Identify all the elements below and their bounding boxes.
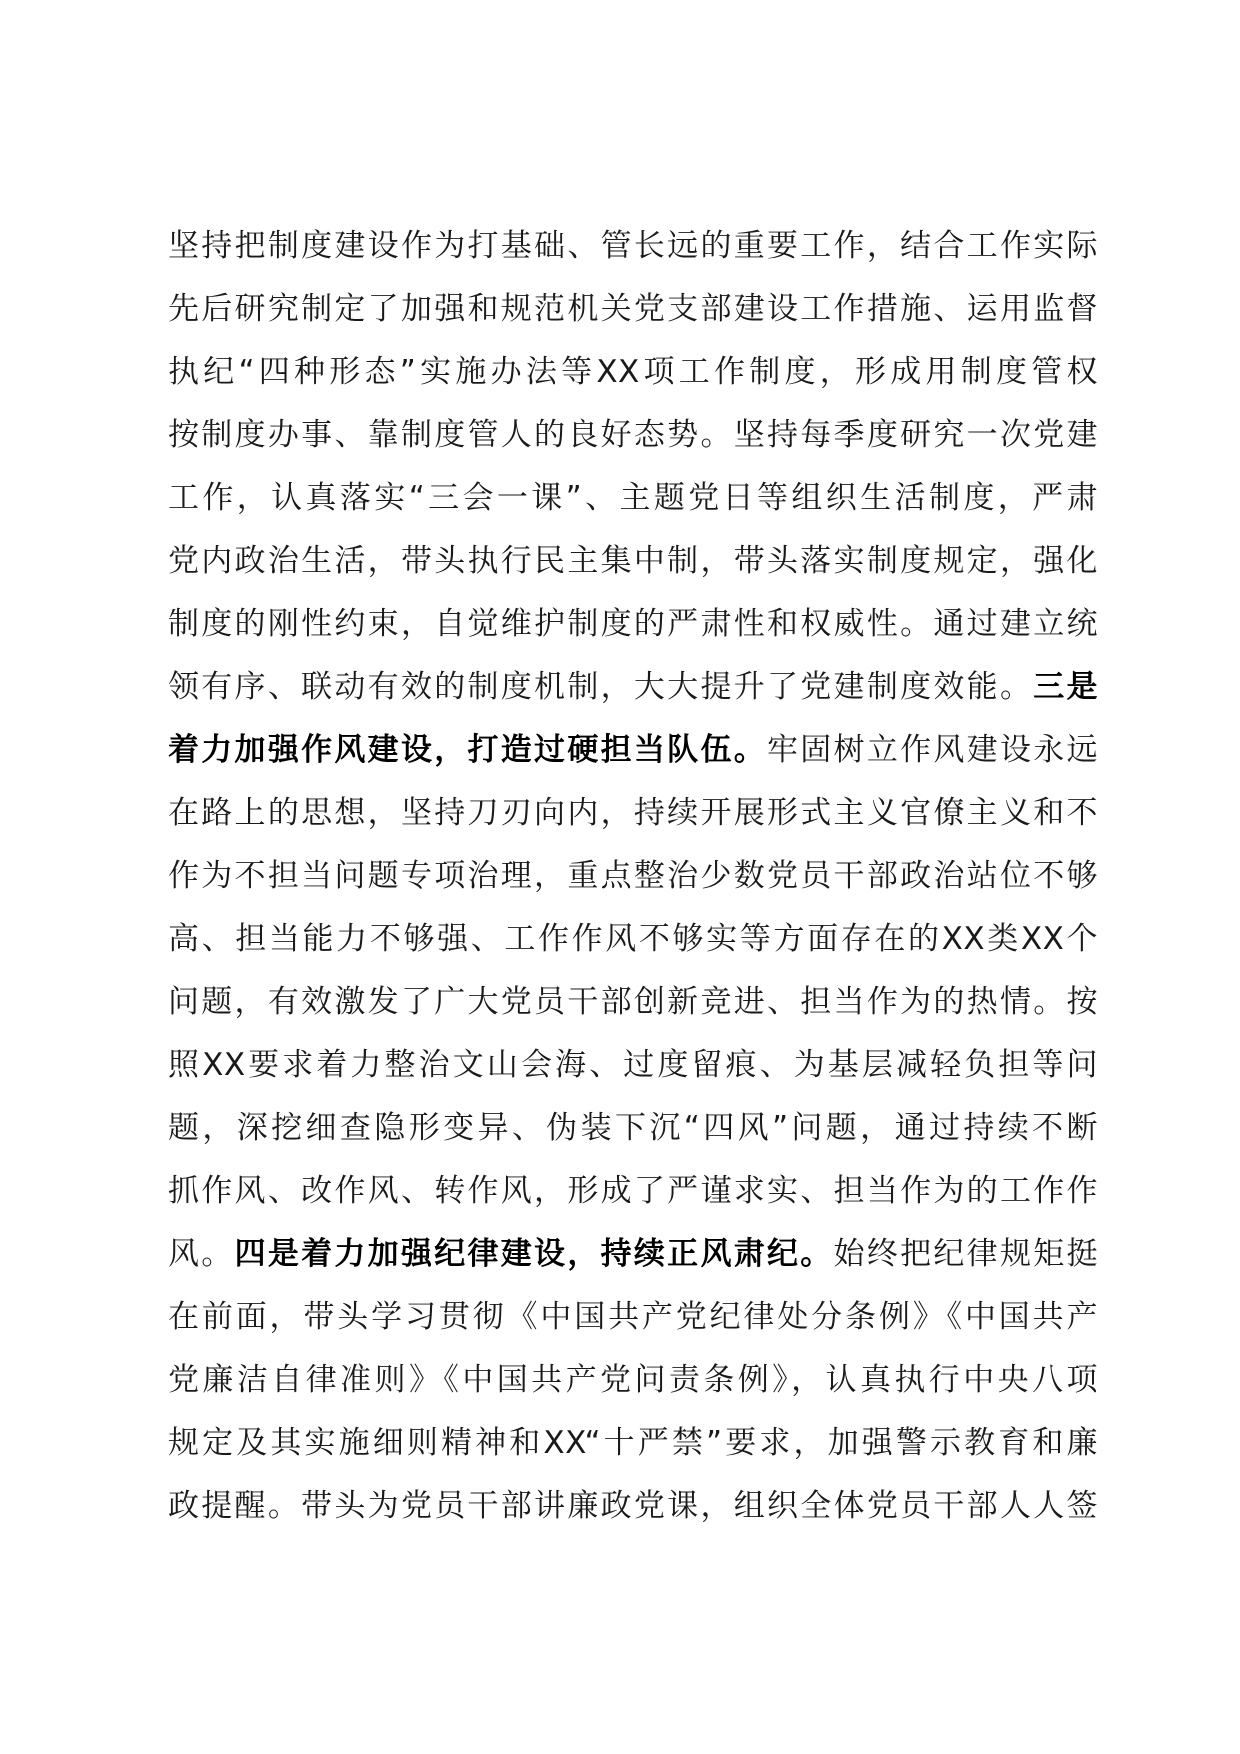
text-line <box>168 593 1098 656</box>
body-text-run: 坚持把制度建设作为打基础、管长远的重要工作，结合工作实际 <box>168 228 1098 264</box>
text-line <box>168 215 1098 278</box>
body-text-run: 高、担当能力不够强、工作作风不够实等方面存在的XX类XX个 <box>168 921 1098 957</box>
text-line <box>168 1286 1098 1349</box>
text-line <box>168 530 1098 593</box>
text-line <box>168 908 1098 971</box>
body-text-run: 规定及其实施细则精神和XX“十严禁”要求，加强警示教育和廉 <box>168 1425 1098 1461</box>
body-text-run: 党内政治生活，带头执行民主集中制，带头落实制度规定，强化 <box>168 543 1098 579</box>
bold-heading-text: 着力加强作风建设，打造过硬担当队伍。 <box>168 732 767 768</box>
text-line <box>168 656 1098 719</box>
text-line <box>168 719 1098 782</box>
body-text-run: 先后研究制定了加强和规范机关党支部建设工作措施、运用监督 <box>168 291 1098 327</box>
body-text-run: 制度的刚性约束，自觉维护制度的严肃性和权威性。通过建立统 <box>168 606 1098 642</box>
bold-heading-text: 三是 <box>1033 669 1098 705</box>
body-text-run: 问题，有效激发了广大党员干部创新竞进、担当作为的热情。按 <box>168 984 1098 1020</box>
body-text-run: 在路上的思想，坚持刀刃向内，持续开展形式主义官僚主义和不 <box>168 795 1098 831</box>
body-text-run: 始终把纪律规矩挺 <box>833 1236 1098 1272</box>
text-line <box>168 467 1098 530</box>
text-line <box>168 971 1098 1034</box>
text-line <box>168 1412 1098 1475</box>
text-line <box>168 341 1098 404</box>
bold-heading-text: 四是着力加强纪律建设，持续正风肃纪。 <box>234 1236 834 1272</box>
body-text-run: 牢固树立作风建设永远 <box>767 732 1098 768</box>
body-text-run: 在前面，带头学习贯彻《中国共产党纪律处分条例》《中国共产 <box>168 1299 1098 1335</box>
body-text-run: 执纪“四种形态”实施办法等XX项工作制度，形成用制度管权 <box>168 354 1098 390</box>
body-text-run: 按制度办事、靠制度管人的良好态势。坚持每季度研究一次党建 <box>168 417 1098 453</box>
body-text-run: 政提醒。带头为党员干部讲廉政党课，组织全体党员干部人人签 <box>168 1488 1098 1524</box>
text-line <box>168 782 1098 845</box>
text-line <box>168 1034 1098 1097</box>
text-line <box>168 1349 1098 1412</box>
text-line <box>168 278 1098 341</box>
text-line <box>168 1160 1098 1223</box>
body-text-run: 作为不担当问题专项治理，重点整治少数党员干部政治站位不够 <box>168 858 1098 894</box>
body-text-run: 抓作风、改作风、转作风，形成了严谨求实、担当作为的工作作 <box>168 1173 1098 1209</box>
body-text-run: 工作，认真落实“三会一课”、主题党日等组织生活制度，严肃 <box>168 480 1098 516</box>
body-paragraph <box>168 215 1098 1538</box>
text-line <box>168 1223 1098 1286</box>
text-line <box>168 1475 1098 1538</box>
body-text-run: 领有序、联动有效的制度机制，大大提升了党建制度效能。 <box>168 669 1034 705</box>
body-text-run: 照XX要求着力整治文山会海、过度留痕、为基层减轻负担等问 <box>168 1047 1098 1083</box>
text-line <box>168 404 1098 467</box>
text-line <box>168 845 1098 908</box>
body-text-run: 题，深挖细查隐形变异、伪装下沉“四风”问题，通过持续不断 <box>168 1110 1098 1146</box>
text-line <box>168 1097 1098 1160</box>
body-text-run: 风。 <box>168 1236 235 1272</box>
body-text-run: 党廉洁自律准则》《中国共产党问责条例》，认真执行中央八项 <box>168 1362 1098 1398</box>
